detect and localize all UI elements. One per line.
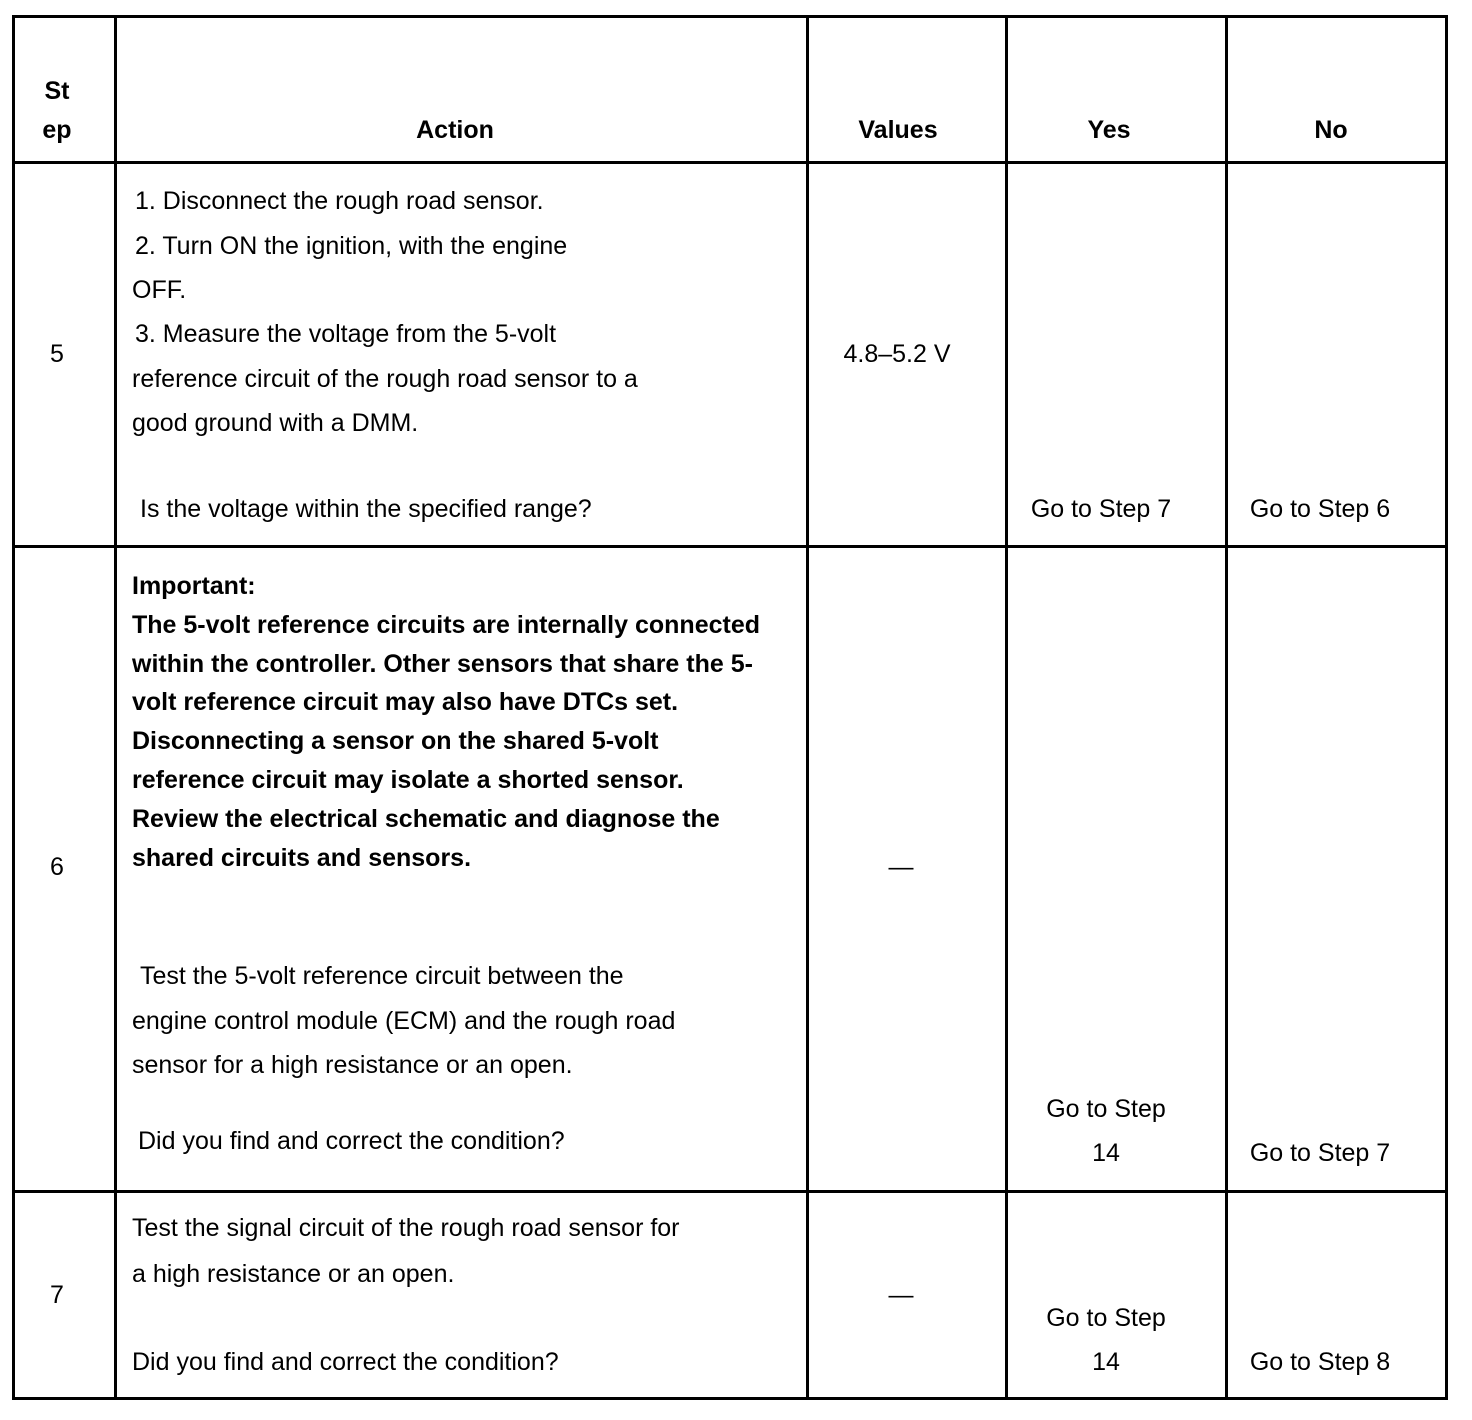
action-line: a high resistance or an open. (132, 1260, 455, 1288)
value-cell: — (888, 853, 914, 881)
yes-cell-line2: 14 (1092, 1348, 1120, 1376)
important-text: The 5-volt reference circuits are internally connected within the controller. Other sensors that share the 5-volt reference circuit may also have DTCs set. Disconnecting a sensor on the shared 5-volt reference circuit may isolate a shorted sensor. Review the electrical schematic and diagnose the shared circuits and sensors. (132, 610, 761, 872)
step-number: 7 (50, 1281, 64, 1309)
yes-cell-line1: Go to Step (1046, 1304, 1166, 1332)
yes-cell: Go to Step 7 (1030, 495, 1172, 523)
header-no: No (1314, 116, 1348, 144)
header-step-line1: St (44, 77, 70, 105)
header-values: Values (858, 116, 938, 144)
no-cell: Go to Step 6 (1249, 495, 1391, 523)
yes-cell-line2: 14 (1092, 1139, 1120, 1167)
action-line: Test the 5-volt reference circuit between the (140, 962, 624, 990)
action-line: reference circuit of the rough road sensor to a (132, 365, 638, 393)
action-question: Did you find and correct the condition? (132, 1348, 559, 1376)
value-cell: 4.8–5.2 V (843, 340, 951, 368)
important-label: Important: (132, 572, 256, 600)
action-question: Did you find and correct the condition? (138, 1127, 565, 1155)
no-cell: Go to Step 7 (1249, 1139, 1391, 1167)
action-line: 3. Measure the voltage from the 5-volt (135, 320, 557, 348)
header-action: Action (416, 116, 494, 144)
action-line: good ground with a DMM. (132, 409, 419, 437)
action-line: OFF. (132, 276, 187, 304)
action-line: 2. Turn ON the ignition, with the engine (135, 232, 568, 260)
value-cell: — (888, 1281, 914, 1309)
action-line: Test the signal circuit of the rough road sensor for (132, 1214, 680, 1242)
step-number: 5 (50, 340, 64, 368)
action-line: 1. Disconnect the rough road sensor. (135, 187, 544, 215)
header-yes: Yes (1087, 116, 1131, 144)
yes-cell-line1: Go to Step (1046, 1095, 1166, 1123)
action-line: engine control module (ECM) and the rough road (132, 1007, 676, 1035)
action-line: sensor for a high resistance or an open. (132, 1051, 573, 1079)
action-question: Is the voltage within the specified range? (140, 495, 592, 523)
step-number: 6 (50, 853, 64, 881)
header-step-line2: ep (42, 116, 72, 144)
no-cell: Go to Step 8 (1249, 1348, 1391, 1376)
important-note (132, 567, 772, 877)
